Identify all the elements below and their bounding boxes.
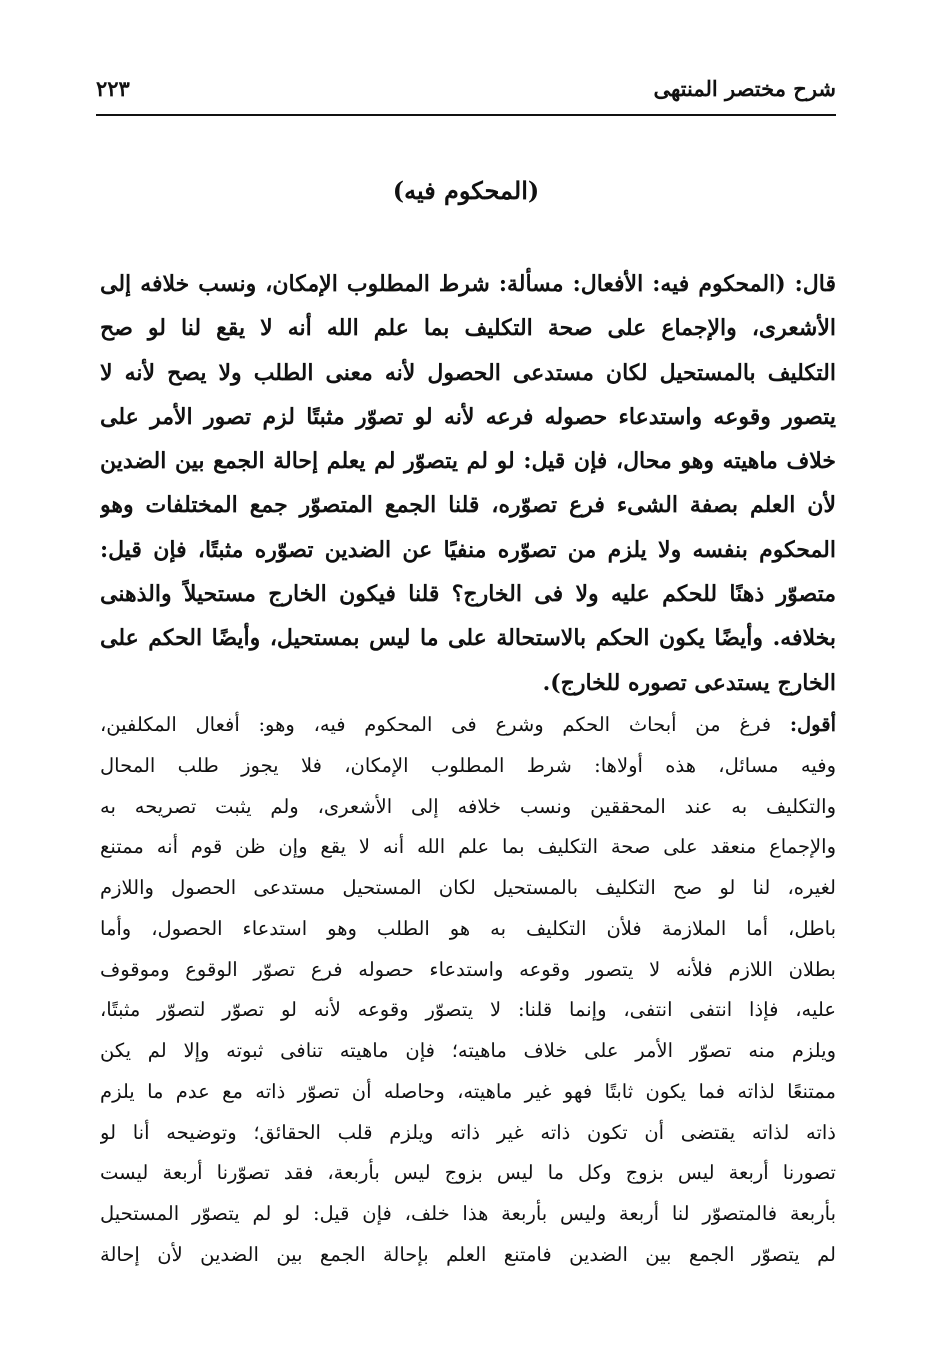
matn-line: متصوّر ذهنًا للحكم عليه ولا فى الخارج؟ قلنا فيكون الخارج مستحيلاً والذهنى (100, 581, 836, 608)
sharh-line: عليه، فإذا انتفى انتفى، وإنما قلنا: لا يتصوّر وقوعه لأنه لو تصوّر لتصوّر مثبتًا، (100, 998, 836, 1022)
sharh-line: ويلزم منه تصوّر الأمر على خلاف ماهيته؛ فإن ماهيته تنافى ثبوته وإلا لم يكن (100, 1039, 836, 1062)
section-heading: (المحكوم فيه) (392, 176, 540, 205)
sharh-line: لغيره، لنا لو صح التكليف بالمستحيل لكان المستحيل مستدعى الحصول واللازم (100, 876, 836, 899)
matn-line: لأن العلم بصفة الشىء فرع تصوّره، قلنا الجمع المتصوّر جمع المختلفات وهو (100, 492, 836, 519)
matn-line: قال: (المحكوم فيه: الأفعال: مسألة: شرط المطلوب الإمكان، ونسب خلافه إلى (100, 271, 836, 297)
sharh-first-line-text: فرغ من أبحاث الحكم وشرع فى المحكوم فيه، وهو: أفعال المكلفين، (100, 713, 790, 736)
sharh-line: ممتنعًا لذاته فما يكون ثابتًا فهو غير ماهيته، وحاصله أن تصوّر ذاته مع عدم ما يلزم (100, 1079, 836, 1103)
matn-line: المحكوم بنفسه ولا يلزم من تصوّره منفيًا عن الضدين تصوّره مثبتًا، فإن قيل: (100, 536, 836, 563)
sharh-line: ذاته لذاته يقتضى أن تكون ذاته غير ذاته ويلزم قلب الحقائق؛ وتوضيحه أنا لو (100, 1120, 836, 1144)
sharh-line: بأربعة فالمتصوّر لنا أربعة وليس بأربعة هذا خلف، فإن قيل: لو لم يتصوّر المستحيل (100, 1202, 836, 1225)
matn-paragraph (100, 262, 836, 705)
page-header (96, 72, 836, 116)
sharh-paragraph (100, 705, 836, 1276)
sharh-first-line (100, 705, 836, 746)
matn-line: الأشعرى، والإجماع على صحة التكليف بما علم الله أنه لا يقع لنا لو صح (100, 315, 836, 342)
matn-line: يتصور وقوعه واستدعاء حصوله فرعه لأنه لو تصوّر مثبتًا لزم تصور الأمر على (100, 403, 836, 430)
sharh-line: بطلان اللازم فلأنه لا يتصور وقوعه واستدعاء حصوله فرع تصوّر الوقوع وموقوف (100, 957, 836, 981)
sharh-line: باطل، أما الملازمة فلأن التكليف به هو الطلب وهو استدعاء الحصول، وأما (100, 916, 836, 940)
matn-line: بخلافه. وأيضًا يكون الحكم بالاستحالة على ما ليس بمستحيل، وأيضًا الحكم على (100, 625, 836, 652)
page-number: ٢٢٣ (96, 76, 130, 101)
running-title: شرح مختصر المنتهى (653, 76, 836, 101)
sharh-line: والإجماع منعقد على صحة التكليف بما علم الله أنه لا يقع وإن ظن قوم أنه ممتنع (100, 835, 836, 859)
matn-line: خلاف ماهيته وهو محال، فإن قيل: لو لم يتصوّر لم يعلم إحالة الجمع بين الضدين (100, 448, 836, 475)
sharh-line: لم يتصوّر الجمع بين الضدين فامتنع العلم بإحالة الجمع بين الضدين لأن إحالة (100, 1242, 836, 1266)
sharh-line: تصورنا أربعة ليس بزوج وكل ما ليس بزوج ليس بأربعة، فقد تصوّرنا أربعة ليست (100, 1161, 836, 1185)
sharh-line: وفيه مسائل، هذه أولاها: شرط المطلوب الإمكان، فلا يجوز طلب المحال (100, 753, 836, 777)
matn-line: الخارج يستدعى تصوره للخارج). (542, 669, 836, 696)
matn-line: التكليف بالمستحيل لكان مستدعى الحصول لأنه معنى الطلب ولا يصح لأنه لا (100, 359, 836, 386)
sharh-line: والتكليف به عند المحققين ونسب خلافه إلى الأشعرى، ولم يثبت تصريحه به (100, 794, 836, 818)
sharh-lead-word: أقول: (789, 713, 836, 736)
